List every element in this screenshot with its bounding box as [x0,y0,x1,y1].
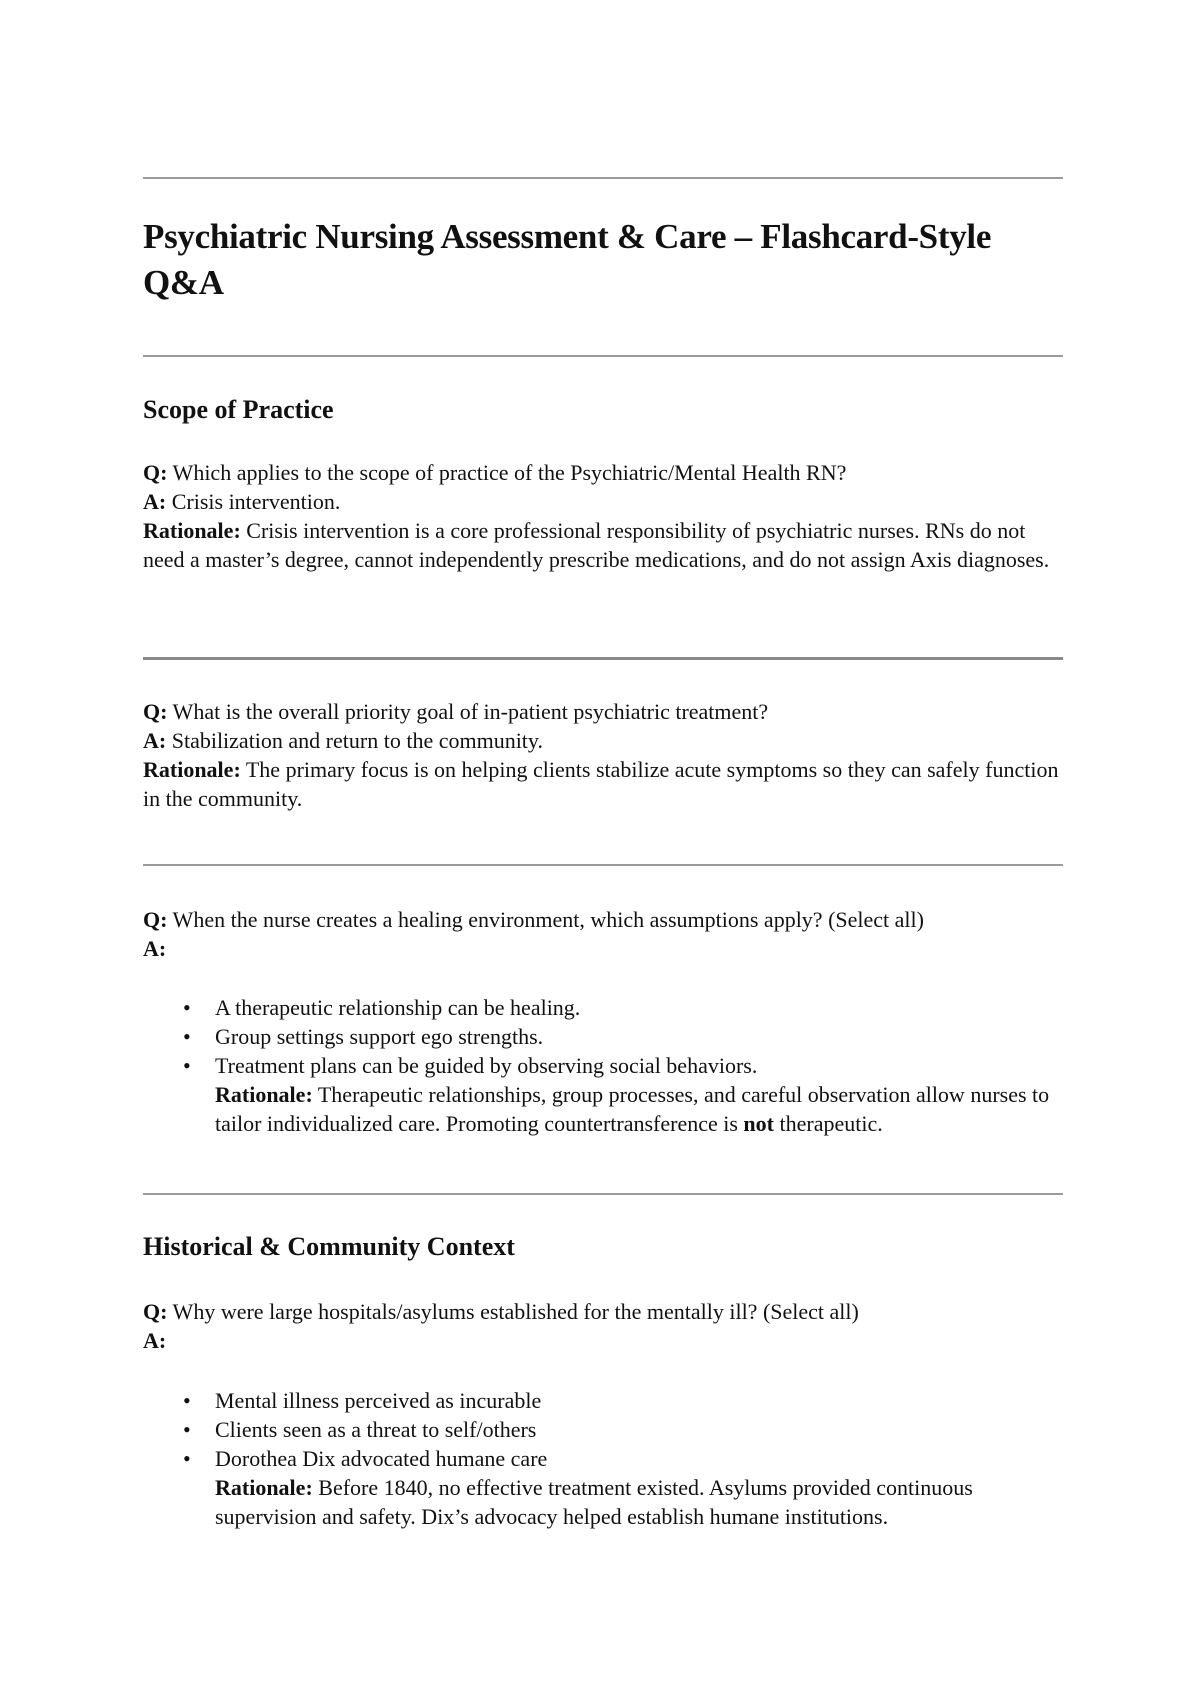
rationale-text: Crisis intervention is a core professional responsibility of psychiatric nurses. RNs do not need a master’s degree, cannot independently prescribe medications, and do not assign Axis diagnoses. [143,518,1050,572]
answer-text: Crisis intervention. [166,489,341,514]
divider [143,177,1063,179]
rationale-text: The primary focus is on helping clients stabilize acute symptoms so they can safely function in the community. [143,757,1059,811]
bullet-icon: • [183,995,191,1020]
question-line [143,905,1063,934]
question-text: What is the overall priority goal of in-patient psychiatric treatment? [167,699,769,724]
section-heading-historical-community-context: Historical & Community Context [143,1232,515,1261]
rationale-label: Rationale: [215,1475,313,1500]
rationale-line [143,755,1063,813]
rationale-label: Rationale: [143,518,241,543]
bullet-icon: • [183,1446,191,1471]
answer-list [143,993,1063,1138]
flashcard-priority-goal [143,697,1063,813]
answer-text: Stabilization and return to the community. [166,728,543,753]
flashcard-asylums [143,1297,1063,1355]
answer-label: A: [143,936,167,961]
list-item [183,1415,1063,1444]
list-item [183,1022,1063,1051]
rationale-line [143,516,1063,574]
divider [143,1193,1063,1195]
rationale-label: Rationale: [215,1082,313,1107]
answer-line [143,1326,1063,1355]
list-item [183,1386,1063,1415]
section-heading-scope-of-practice: Scope of Practice [143,395,334,424]
answer-list [143,1386,1063,1531]
rationale-line [215,1080,1063,1138]
answer-item-text: Mental illness perceived as incurable [215,1388,542,1413]
answer-label: A: [143,489,167,514]
answer-line [143,487,1063,516]
answer-item-text: Treatment plans can be guided by observing social behaviors. [215,1053,758,1078]
question-text: Why were large hospitals/asylums established for the mentally ill? (Select all) [167,1299,859,1324]
answer-line [143,726,1063,755]
answer-label: A: [143,728,167,753]
flashcard-healing-environment [143,905,1063,963]
divider [143,657,1063,660]
list-item [183,993,1063,1022]
question-label: Q: [143,907,168,932]
answer-item-text: Group settings support ego strengths. [215,1024,544,1049]
question-line [143,697,1063,726]
bullet-icon: • [183,1053,191,1078]
flashcard-scope-of-practice [143,458,1063,574]
answer-item-text: Dorothea Dix advocated humane care [215,1446,548,1471]
bullet-icon: • [183,1024,191,1049]
question-text: When the nurse creates a healing environment, which assumptions apply? (Select all) [167,907,924,932]
question-label: Q: [143,1299,168,1324]
divider [143,355,1063,357]
list-item [183,1051,1063,1138]
rationale-text: Therapeutic relationships, group processes, and careful observation allow nurses to tailor individualized care. Promoting countertransference is [215,1082,1050,1136]
question-text: Which applies to the scope of practice of the Psychiatric/Mental Health RN? [167,460,847,485]
rationale-label: Rationale: [143,757,241,782]
answer-item-text: A therapeutic relationship can be healing. [215,995,581,1020]
answer-line [143,934,1063,963]
question-line [143,1297,1063,1326]
question-label: Q: [143,460,168,485]
answer-item-text: Clients seen as a threat to self/others [215,1417,537,1442]
bullet-icon: • [183,1388,191,1413]
rationale-emphasis: not [743,1111,774,1136]
divider [143,864,1063,866]
answer-label: A: [143,1328,167,1353]
rationale-text: Before 1840, no effective treatment existed. Asylums provided continuous supervision and safety. Dix’s advocacy helped establish humane institutions. [215,1475,973,1529]
list-item [183,1444,1063,1531]
question-label: Q: [143,699,168,724]
rationale-text-end: therapeutic. [773,1111,883,1136]
document-title: Psychiatric Nursing Assessment & Care – Flashcard-Style Q&A [143,217,992,302]
bullet-icon: • [183,1417,191,1442]
question-line [143,458,1063,487]
rationale-line [215,1473,1063,1531]
